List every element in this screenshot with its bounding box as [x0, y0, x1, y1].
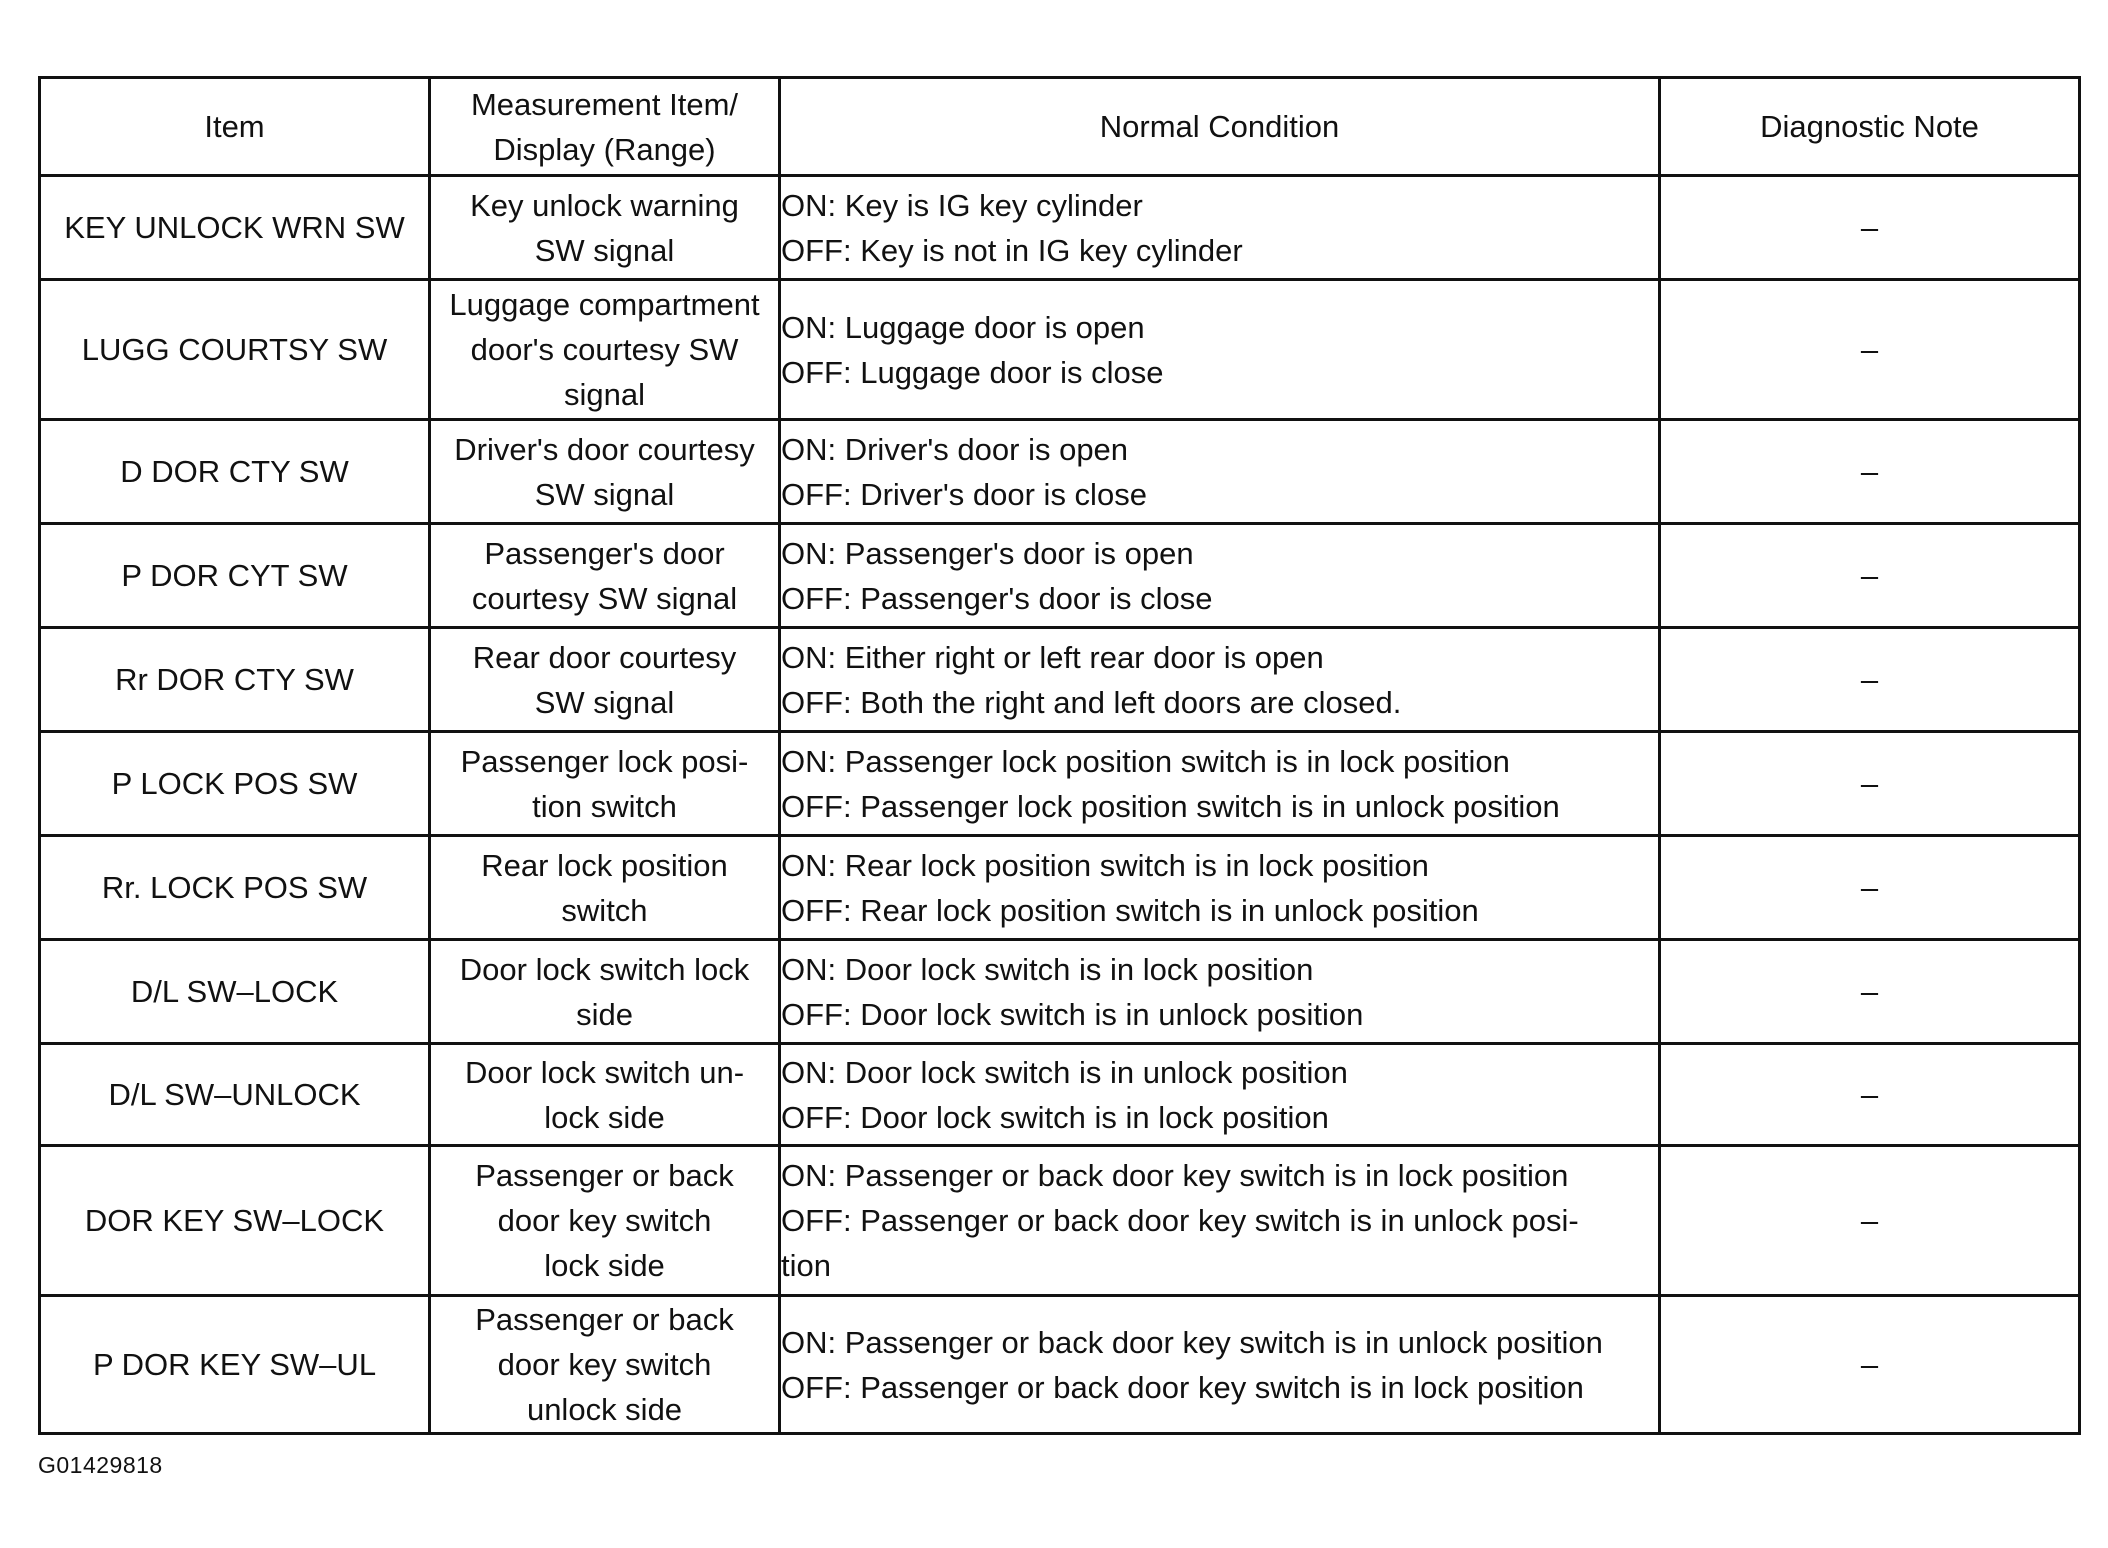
cell-note: – [1660, 280, 2080, 420]
cell-measurement [430, 524, 780, 628]
cell-item: Rr DOR CTY SW [40, 628, 430, 732]
cell-item: P DOR CYT SW [40, 524, 430, 628]
cell-measurement [430, 628, 780, 732]
cell-measurement [430, 176, 780, 280]
cell-note: – [1660, 1044, 2080, 1146]
cell-condition [780, 628, 1660, 732]
measurement-line: Passenger or back [475, 1158, 734, 1193]
measurement-line: Rear lock position [481, 847, 728, 883]
condition-line: ON: Key is IG key cylinder [781, 187, 1143, 223]
measurement-line: Driver's door courtesy [454, 431, 755, 467]
cell-note: – [1660, 524, 2080, 628]
header-measurement [430, 78, 780, 176]
condition-line: OFF: Passenger or back door key switch is in lock position [781, 1369, 1584, 1405]
measurement-line: SW signal [534, 232, 675, 268]
condition-line: ON: Passenger or back door key switch is in unlock position [781, 1324, 1603, 1360]
cell-item: D/L SW–LOCK [40, 940, 430, 1044]
measurement-line: signal [564, 377, 645, 412]
measurement-line: side [576, 996, 633, 1032]
table-row [40, 1044, 2080, 1146]
cell-note: – [1660, 420, 2080, 524]
diagnostic-table [38, 76, 2081, 1435]
table-row [40, 732, 2080, 836]
condition-line: OFF: Door lock switch is in lock position [781, 1099, 1329, 1135]
cell-condition [780, 940, 1660, 1044]
cell-item: D/L SW–UNLOCK [40, 1044, 430, 1146]
table-body [40, 176, 2080, 1434]
condition-line: OFF: Driver's door is close [781, 476, 1147, 512]
cell-condition [780, 1146, 1660, 1296]
condition-line: OFF: Key is not in IG key cylinder [781, 232, 1243, 268]
cell-measurement [430, 1296, 780, 1434]
cell-note: – [1660, 836, 2080, 940]
cell-item: LUGG COURTSY SW [40, 280, 430, 420]
measurement-line: SW signal [534, 684, 675, 720]
condition-line: OFF: Rear lock position switch is in unlock position [781, 892, 1479, 928]
cell-note: – [1660, 1296, 2080, 1434]
condition-line: ON: Door lock switch is in unlock position [781, 1054, 1348, 1090]
cell-note: – [1660, 940, 2080, 1044]
measurement-line: Door lock switch un- [464, 1054, 745, 1090]
measurement-line: door key switch [497, 1347, 712, 1382]
cell-item: Rr. LOCK POS SW [40, 836, 430, 940]
condition-line: ON: Luggage door is open [781, 309, 1145, 345]
measurement-line: courtesy SW signal [471, 580, 738, 616]
table-row [40, 1296, 2080, 1434]
cell-note: – [1660, 1146, 2080, 1296]
condition-line: ON: Passenger or back door key switch is in lock position [781, 1158, 1569, 1193]
header-condition: Normal Condition [780, 78, 1660, 176]
condition-line: ON: Either right or left rear door is open [781, 639, 1324, 675]
measurement-line: Passenger or back [475, 1302, 734, 1337]
measurement-line: Door lock switch lock [459, 951, 750, 987]
measurement-line: SW signal [534, 476, 675, 512]
table-row [40, 836, 2080, 940]
cell-note: – [1660, 628, 2080, 732]
condition-line: OFF: Door lock switch is in unlock position [781, 996, 1364, 1032]
figure-code: G01429818 [38, 1452, 163, 1478]
condition-line: ON: Passenger lock position switch is in lock position [781, 743, 1510, 779]
cell-item: P LOCK POS SW [40, 732, 430, 836]
cell-item: D DOR CTY SW [40, 420, 430, 524]
cell-measurement [430, 836, 780, 940]
condition-line: ON: Door lock switch is in lock position [781, 951, 1314, 987]
header-note: Diagnostic Note [1660, 78, 2080, 176]
cell-condition [780, 176, 1660, 280]
cell-measurement [430, 280, 780, 420]
condition-line: ON: Passenger's door is open [781, 535, 1194, 571]
condition-line: ON: Driver's door is open [781, 431, 1129, 467]
table-row [40, 420, 2080, 524]
header-item: Item [40, 78, 430, 176]
condition-line: ON: Rear lock position switch is in lock position [781, 847, 1429, 883]
table-row [40, 176, 2080, 280]
measurement-line: lock side [544, 1248, 665, 1283]
measurement-line: Rear door courtesy [472, 639, 737, 675]
diagnostic-table-container [38, 76, 2078, 1435]
cell-measurement [430, 420, 780, 524]
cell-note: – [1660, 732, 2080, 836]
condition-line: OFF: Both the right and left doors are closed. [781, 684, 1402, 720]
cell-condition [780, 1044, 1660, 1146]
condition-line: OFF: Passenger lock position switch is in unlock position [781, 788, 1560, 824]
measurement-line: Key unlock warning [470, 187, 739, 223]
cell-note: – [1660, 176, 2080, 280]
condition-line: tion [781, 1248, 831, 1283]
table-row [40, 628, 2080, 732]
cell-condition [780, 732, 1660, 836]
cell-item: KEY UNLOCK WRN SW [40, 176, 430, 280]
cell-measurement [430, 732, 780, 836]
measurement-line: Passenger's door [484, 535, 725, 571]
condition-line: OFF: Passenger or back door key switch is in unlock posi- [781, 1203, 1579, 1238]
condition-line: OFF: Luggage door is close [781, 354, 1164, 390]
cell-item: DOR KEY SW–LOCK [40, 1146, 430, 1296]
cell-measurement [430, 940, 780, 1044]
cell-condition [780, 524, 1660, 628]
condition-line: OFF: Passenger's door is close [781, 580, 1213, 616]
cell-condition [780, 420, 1660, 524]
measurement-line: door key switch [497, 1203, 712, 1238]
measurement-line: Luggage compartment [449, 287, 760, 322]
cell-condition [780, 280, 1660, 420]
cell-item: P DOR KEY SW–UL [40, 1296, 430, 1434]
cell-measurement [430, 1044, 780, 1146]
cell-measurement [430, 1146, 780, 1296]
header-row [40, 78, 2080, 176]
measurement-line: switch [561, 892, 648, 928]
table-row [40, 1146, 2080, 1296]
measurement-line: Passenger lock posi- [460, 743, 749, 779]
measurement-line: door's courtesy SW [470, 332, 739, 367]
cell-condition [780, 1296, 1660, 1434]
header-measurement-line: Measurement Item/ [470, 86, 739, 122]
measurement-line: tion switch [532, 788, 677, 824]
header-measurement-line: Display (Range) [493, 131, 716, 167]
table-row [40, 524, 2080, 628]
measurement-line: unlock side [526, 1392, 683, 1427]
table-row [40, 280, 2080, 420]
cell-condition [780, 836, 1660, 940]
table-row [40, 940, 2080, 1044]
measurement-line: lock side [544, 1099, 665, 1135]
